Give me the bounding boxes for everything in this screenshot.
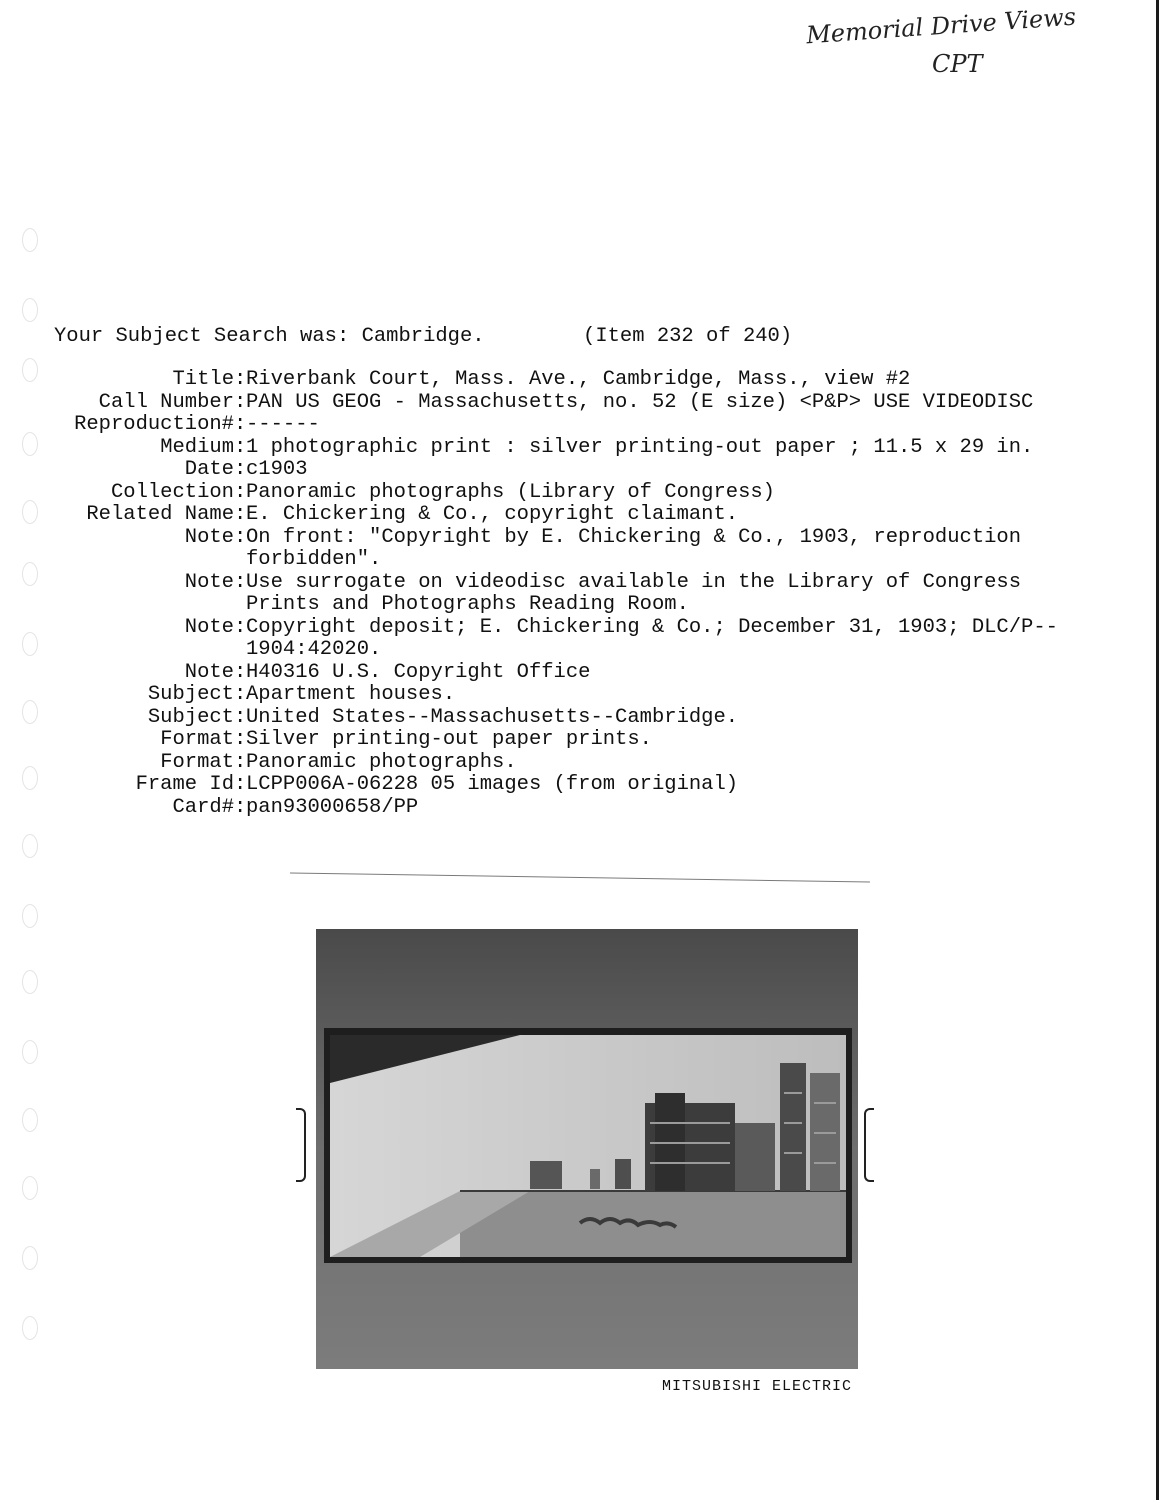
binder-hole: [22, 834, 38, 858]
field-label: Related Name: [86, 503, 234, 526]
field-value: On front: "Copyright by E. Chickering & Co., 1903, reproduction forbidden".: [246, 525, 1022, 571]
field-separator: :: [234, 480, 247, 504]
search-summary: [54, 325, 792, 348]
record-row: [54, 369, 1144, 392]
record-row: [54, 437, 1144, 460]
field-label: Card#: [172, 795, 234, 819]
record-row: [54, 482, 1144, 505]
record-row: [54, 572, 1144, 617]
field-label: Note: [184, 615, 234, 639]
field-value: pan93000658/PP: [246, 795, 419, 819]
field-value: Riverbank Court, Mass. Ave., Cambridge, Mass., view #2: [246, 368, 911, 391]
print-bracket-right: [864, 1108, 874, 1182]
record-row: [54, 729, 1144, 752]
field-separator: :: [234, 570, 247, 594]
record-row: [54, 392, 1144, 415]
binder-hole: [22, 1316, 38, 1340]
field-label: Format: [160, 728, 234, 751]
field-separator: :: [234, 435, 247, 459]
field-separator: :: [234, 615, 247, 639]
search-prefix: Your Subject Search was:: [54, 325, 350, 348]
handwritten-note-line2: CPT: [932, 50, 983, 78]
field-value: E. Chickering & Co., copyright claimant.: [246, 503, 739, 526]
record-row: [54, 414, 1144, 437]
field-label: Note: [184, 525, 234, 549]
record-row: [54, 684, 1144, 707]
record-row: [54, 617, 1144, 662]
binder-hole: [22, 1176, 38, 1200]
field-separator: :: [234, 525, 247, 549]
field-value: LCPP006A-06228 05 images (from original): [246, 773, 739, 796]
record-row: [54, 662, 1144, 685]
field-value: Panoramic photographs (Library of Congress): [246, 480, 775, 504]
field-separator: :: [234, 368, 247, 391]
field-separator: :: [234, 660, 247, 684]
distant-building: [590, 1169, 600, 1189]
record-row: [54, 774, 1144, 797]
field-separator: :: [234, 413, 247, 436]
field-value: c1903: [246, 458, 308, 481]
field-label: Note: [184, 660, 234, 684]
record-row: [54, 459, 1144, 482]
binder-hole: [22, 432, 38, 456]
field-separator: :: [234, 458, 247, 481]
field-value: Silver printing-out paper prints.: [246, 728, 652, 751]
field-value: PAN US GEOG - Massachusetts, no. 52 (E size) <P&P> USE VIDEODISC: [246, 390, 1034, 414]
binder-hole: [22, 904, 38, 928]
binder-hole: [22, 228, 38, 252]
field-value: H40316 U.S. Copyright Office: [246, 660, 591, 684]
print-bracket-left: [296, 1108, 306, 1182]
binder-hole: [22, 1246, 38, 1270]
search-term: Cambridge.: [361, 325, 485, 348]
panorama-thumbnail: [310, 923, 864, 1397]
record-row: [54, 527, 1144, 572]
apartment-wing: [735, 1123, 775, 1191]
field-value: ------: [246, 413, 320, 436]
field-label: Frame Id: [135, 773, 234, 796]
item-position: (Item 232 of 240): [583, 325, 793, 348]
field-value: Apartment houses.: [246, 683, 456, 706]
field-value: Copyright deposit; E. Chickering & Co.; December 31, 1903; DLC/P‐- 1904:42020.: [246, 615, 1058, 661]
binder-hole: [22, 500, 38, 524]
field-label: Medium: [160, 435, 234, 459]
field-value: 1 photographic print : silver printing-out paper ; 11.5 x 29 in.: [246, 435, 1034, 459]
binder-hole: [22, 1108, 38, 1132]
field-value: Use surrogate on videodisc available in the Library of Congress Prints and Photographs Reading Room.: [246, 570, 1022, 616]
field-separator: :: [234, 705, 247, 729]
printer-brand-caption: MITSUBISHI ELECTRIC: [661, 1378, 852, 1395]
video-print: [310, 923, 864, 1397]
field-separator: :: [234, 503, 247, 526]
binder-hole: [22, 700, 38, 724]
field-separator: :: [234, 390, 247, 414]
field-label: Subject: [147, 683, 234, 706]
binder-hole: [22, 632, 38, 656]
field-separator: :: [234, 773, 247, 796]
binder-hole: [22, 358, 38, 382]
field-label: Format: [160, 750, 234, 774]
field-separator: :: [234, 683, 247, 706]
field-label: Call Number: [98, 390, 234, 414]
handwritten-note-line1: Memorial Drive Views: [805, 2, 1077, 50]
field-label: Collection: [110, 480, 234, 504]
binder-hole: [22, 970, 38, 994]
field-label: Title: [172, 368, 234, 391]
record-row: [54, 504, 1144, 527]
field-separator: :: [234, 795, 247, 819]
field-separator: :: [234, 750, 247, 774]
distant-building: [615, 1159, 631, 1189]
binder-hole: [22, 766, 38, 790]
binder-hole: [22, 1040, 38, 1064]
record-row: [54, 707, 1144, 730]
record-row: [54, 752, 1144, 775]
apartment-tower: [780, 1063, 806, 1191]
field-value: United States--Massachusetts--Cambridge.: [246, 705, 739, 729]
field-label: Note: [184, 570, 234, 594]
field-label: Date: [184, 458, 234, 481]
record-row: [54, 797, 1144, 820]
field-label: Reproduction#: [74, 413, 234, 436]
catalog-record: [54, 369, 1144, 819]
field-value: Panoramic photographs.: [246, 750, 517, 774]
print-divider: [290, 872, 870, 882]
field-label: Subject: [147, 705, 234, 729]
field-separator: :: [234, 728, 247, 751]
distant-building: [530, 1161, 562, 1189]
binder-hole: [22, 562, 38, 586]
binder-hole: [22, 298, 38, 322]
